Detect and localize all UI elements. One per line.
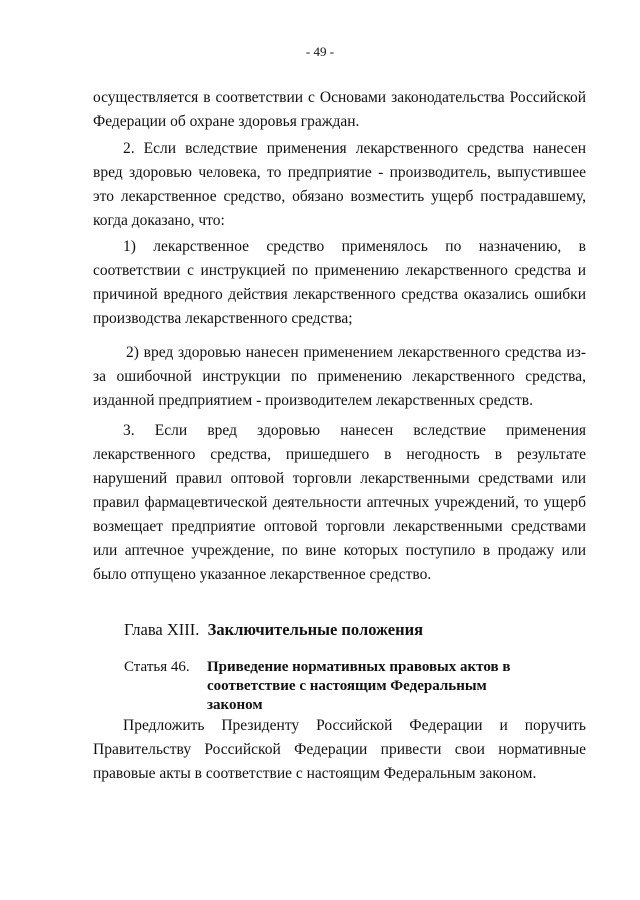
chapter-label: Глава XIII.: [124, 620, 200, 639]
paragraph-item-2: [93, 137, 586, 233]
page-number: - 49 -: [305, 44, 335, 59]
paragraph-item-3: [93, 419, 586, 587]
article-label: Статья 46.: [124, 659, 190, 675]
paragraph-continuation: [93, 86, 586, 134]
paragraph-text: Предложить Президенту Российской Федерации и поручить Правительству Российской Федерации привести свои нормативные правовые акты в соответствие с настоящим Федеральным законом.: [93, 717, 586, 782]
chapter-title: Заключительные положения: [207, 620, 424, 639]
subitem-2: [93, 341, 586, 413]
paragraph-text: 3. Если вред здоровью нанесен вследствие применения лекарственного средства, пришедшего в негодность в результате нарушений правил оптовой торговли лекарственными средствами или правил фармацевтической деятельности аптечных учреждений, то ущерб возмещает предприятие оптовой торговли лекарственными средствами или аптечное учреждение, по вине которых поступило в продажу или было отпущено указанное лекарственное средство.: [93, 422, 586, 583]
paragraph-text: 1) лекарственное средство применялось по назначению, в соответствии с инструкцией по применению лекарственного средства и причиной вредного действия лекарственного средства оказались ошибки производства лекарственного средства;: [93, 238, 586, 327]
article-title: Приведение нормативных правовых актов в соответствие с настоящим Федеральным законом: [207, 659, 511, 713]
paragraph-text: осуществляется в соответствии с Основами законодательства Российской Федерации об охране здоровья граждан.: [93, 89, 586, 130]
paragraph-text: 2) вред здоровью нанесен применением лекарственного средства из-за ошибочной инструкции по применению лекарственного средства, изданной предприятием - производителем лекарственных средств.: [93, 344, 586, 409]
paragraph-text: 2. Если вследствие применения лекарственного средства нанесен вред здоровью человека, то предприятие - производитель, выпустившее это лекарственное средство, обязано возместить ущерб пострадавшему, когда доказано, что:: [93, 140, 586, 229]
article-body: [93, 714, 586, 786]
chapter-heading: [124, 620, 423, 640]
subitem-1: [93, 235, 586, 331]
